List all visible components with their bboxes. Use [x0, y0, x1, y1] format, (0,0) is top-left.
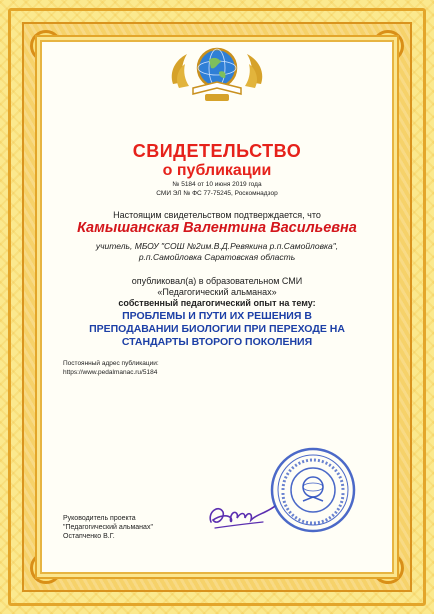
- experience-label: собственный педагогический опыт на тему:: [118, 298, 316, 308]
- recipient-position: учитель, МБОУ "СОШ №2им.В.Д.Ревякина р.п.Самойловка",: [95, 241, 339, 251]
- publication-topic: ПРЕПОДАВАНИИ БИОЛОГИИ ПРИ ПЕРЕХОДЕ НА: [89, 323, 345, 335]
- media-registration: СМИ ЭЛ № ФС 77-75245, Роскомнадзор: [156, 190, 278, 197]
- certificate-subtitle: о публикации: [162, 162, 272, 179]
- publication-topic: СТАНДАРТЫ ВТОРОГО ПОКОЛЕНИЯ: [121, 336, 313, 348]
- confirmation-text: Настоящим свидетельством подтверждается, что: [113, 210, 321, 220]
- globe-book-laurel-emblem-icon: [165, 42, 269, 106]
- project-head-role: Руководитель проекта: [63, 515, 136, 522]
- certificate-number-date: № 5184 от 10 июня 2019 года: [172, 181, 262, 188]
- recipient-name: Камышанская Валентина Васильевна: [77, 220, 357, 236]
- publication-topic: ПРОБЛЕМЫ И ПУТИ ИХ РЕШЕНИЯ В: [122, 310, 312, 322]
- project-name: "Педагогический альманах": [63, 524, 153, 531]
- recipient-location: р.п.Самойловка Саратовская область: [138, 252, 296, 262]
- permanent-address-label: Постоянный адрес публикации:: [63, 360, 159, 367]
- round-seal-stamp-icon: [268, 445, 358, 535]
- publication-url: https://www.pedalmanac.ru/5184: [63, 369, 158, 376]
- certificate-title: СВИДЕТЕЛЬСТВО: [132, 141, 302, 161]
- project-head-name: Остапченко В.Г.: [63, 533, 115, 540]
- media-name: «Педагогический альманах»: [157, 287, 277, 297]
- published-text: опубликовал(а) в образовательном СМИ: [131, 276, 303, 286]
- handwritten-signature-icon: [205, 498, 277, 534]
